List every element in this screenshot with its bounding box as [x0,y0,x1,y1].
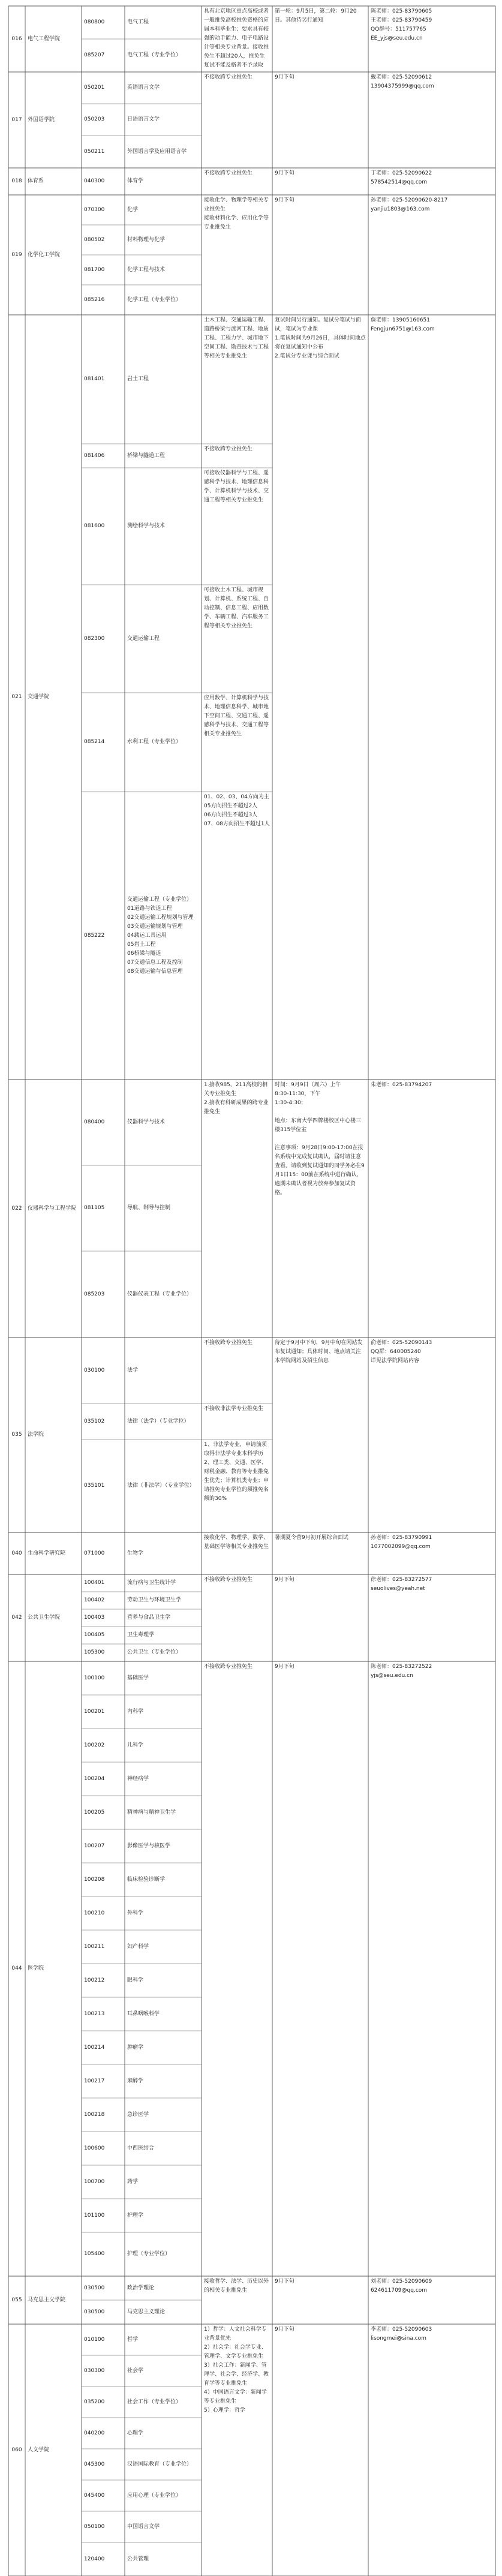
college-name: 法学院 [28,1432,44,1438]
college-name: 交通学院 [28,694,50,700]
major-code: 050201 [84,85,105,91]
major-name: 药学 [127,2178,139,2185]
major-code: 080502 [84,236,105,243]
contact-text: 朱老师：025-83794207 [371,1082,432,1088]
major-name: 外国语言学及应用语言学 [127,148,187,155]
requirement-text: 接收化学、物理学、数学、基础医学等相关专业推免生 [204,1535,269,1550]
major-name: 交通运输工程 [127,635,160,642]
major-name: 导航、制导与控制 [127,1205,171,1211]
schedule-text: 9月下旬 [275,1664,294,1670]
section-number: 042 [11,1615,22,1621]
major-name: 测绘科学与技术 [127,523,166,529]
major-name: 英语语言文学 [127,85,160,91]
major-code: 070300 [84,206,105,213]
schedule-text: 第一轮：9月5日，第二轮：9月20日。其他待另行通知 [275,8,357,23]
major-code: 100210 [84,1910,105,1916]
college-name: 生命科学研究院 [28,1550,66,1556]
major-name: 儿科学 [127,1742,144,1748]
major-name: 护理学 [127,2212,144,2219]
major-name: 基础医学 [127,1675,149,1681]
requirement-text: 可接收仪器科学与工程、遥感科学与技术、地理信息科学、计算机科学与技术、交通工程等相关专业推免生 [204,470,269,503]
college-name: 马克思主义学院 [28,2297,66,2303]
major-name: 内科学 [127,1708,144,1715]
schedule-text: 复试时间另行通知。复试分笔试与面试，笔试为专业课 1.笔试时间为9月26日，具体时间地点将在复试通知中公布 2.笔试分专业课与综合面试 [275,317,366,359]
section-number: 044 [11,1965,22,1971]
schedule-text: 9月下旬 [275,2279,294,2285]
major-code: 100100 [84,1675,105,1681]
college-name: 化学化工学院 [28,251,61,258]
major-code: 085222 [84,932,105,939]
major-code: 100700 [84,2178,105,2185]
college-name: 医学院 [28,1965,44,1971]
major-code: 100205 [84,1809,105,1815]
contact-text: 戴老师：025-52090612 13904375999@qq.com [371,74,434,89]
section-number: 017 [11,116,22,123]
college-name: 公共卫生学院 [28,1615,61,1621]
requirement-text: 接收哲学、法学、历史以外的相关专业推免生 [204,2279,269,2294]
major-name: 化学工程（专业学位） [127,296,182,303]
major-code: 101100 [84,2212,105,2219]
contact-text: 丁老师：025-52090622 578542514@qq.com [371,170,432,185]
requirement-text: 不接收跨专业推免生 [204,74,253,80]
major-name: 仪器仪表工程（专业学位） [127,1291,193,1297]
requirement-text: 1）哲学：人文社会科学专业背景优先 2）社会学：社会学专业、管理学、文学专业推免生 3）社会工作：新闻学、管理学、社会学、经济学、教育学等专业推免生 4）中国语言文学：新闻学等专业推免生 5）心理学：哲学 [204,2326,269,2413]
major-code: 045300 [84,2461,105,2467]
major-name: 神经病学 [127,1775,149,1782]
college-name: 电气工程学院 [28,35,61,42]
major-name: 影像医学与核医学 [127,1842,171,1849]
major-code: 100401 [84,1580,105,1586]
major-code: 080400 [84,1119,105,1125]
contact-text: 陈老师：025-83790605 王老师：025-83790459 QQ群号：511757765 EE_yjs@seu.edu.cn [371,8,432,41]
major-name: 应用心理（专业学位） [127,2492,182,2499]
major-code: 030100 [84,1367,105,1373]
major-code: 085203 [84,1291,105,1297]
major-code: 045400 [84,2492,105,2499]
major-code: 071000 [84,1550,105,1556]
college-name: 体育系 [28,178,44,184]
requirement-text: 01、02、03、04方向为主 05方向招生不超过2人 06方向招生不超过3人 07、08方向招生不超过1人 [204,794,270,827]
contact-text: 俞老师：025-52090143 QQ群：640005240 详见法学院网站内容 [371,1340,432,1364]
schedule-text: 9月下旬 [275,170,294,176]
major-name: 临床检验诊断学 [127,1876,166,1883]
major-code: 040300 [84,178,105,184]
major-code: 100600 [84,2145,105,2151]
major-code: 100217 [84,2078,105,2084]
major-code: 100214 [84,2044,105,2051]
major-name: 社会学 [127,2367,144,2374]
major-name: 电气工程（专业学位） [127,52,182,58]
contact-text: 李老师：025-52090603 lisongmei@sina.com [371,2326,432,2341]
major-name: 劳动卫生与环境卫生学 [127,1597,182,1603]
contact-text: 刘老师：025-52090609 624611709@qq.com [371,2279,432,2294]
major-name: 电气工程 [127,19,149,25]
major-code: 100211 [84,1943,105,1950]
major-name: 心理学 [127,2430,144,2436]
requirement-text: 不接收跨专业推免生 [204,1340,253,1346]
major-name: 交通运输工程（专业学位） 01道路与铁道工程 02交通运输工程规划与管理 03交通运输规划与管理 04载运工具运用 05岩土工程 06桥梁与隧道 07交通信息工程及控制 08交通运输与信息管理 [127,896,194,975]
requirement-text: 1、非法学专业，申请前须取得非法学专业本科学历 2、理工类、交通、医学、财税金融、教育等专业推免生优先；计算机类专业；申请推免专业学位的须推免名额的30% [204,1442,269,1502]
major-name: 法律（法学）（专业学位） [127,1418,190,1424]
major-name: 马克思主义理论 [127,2309,166,2315]
major-name: 生物学 [127,1550,144,1556]
major-code: 105400 [84,2251,105,2257]
major-name: 哲学 [127,2336,139,2343]
major-code: 100218 [84,2111,105,2118]
contact-text: 陈老师：025-83272522 yjs@seu.edu.cn [371,1664,432,1679]
schedule-text: 9月下旬 [275,2326,294,2332]
major-code: 050100 [84,2523,105,2530]
major-name: 仪器科学与技术 [127,1119,166,1125]
major-name: 水利工程（专业学位） [127,739,182,745]
major-code: 085207 [84,52,105,58]
major-name: 麻醉学 [127,2078,144,2084]
major-name: 岩土工程 [127,376,149,382]
major-name: 体育学 [127,178,144,184]
major-code: 035102 [84,1418,105,1424]
major-code: 082300 [84,635,105,642]
schedule-text: 9月下旬 [275,74,294,80]
college-name: 人文学院 [28,2446,50,2453]
major-name: 精神病与精神卫生学 [127,1809,176,1815]
major-code: 100403 [84,1615,105,1621]
section-number: 060 [11,2446,22,2453]
major-name: 材料物理与化学 [127,236,166,243]
requirement-text: 土木工程、交通运输工程、道路桥梁与渡河工程、地质工程、工程力学、城市地下空间工程、勘查技术与工程等相关专业推免生 [204,317,269,359]
major-name: 法学 [127,1367,139,1373]
schedule-text: 时间：9月9日（周六）上午 8:30-11:30，下午 1:30-4:30； 地点：东南大学四牌楼校区中心楼三楼315学位室 注意事项：9月28日9:00-17:00在报名系统中完成复试确认，届时请注意查看。请收到复试通知的同学务必在9月1日15：00前在系统中进行确认，逾期未确认者视为放弃参加复试资格。 [275,1082,365,1196]
major-name: 眼科学 [127,1977,144,1983]
major-name: 外科学 [127,1910,144,1916]
contact-text: 孙老师：025-52090620-8217 yanjiu1803@163.com [371,197,448,212]
major-name: 化学 [127,206,139,213]
major-code: 100204 [84,1775,105,1782]
requirement-text: 不接收跨专业推免生 [204,446,253,452]
major-name: 政治学理论 [127,2285,155,2291]
major-code: 050211 [84,148,105,155]
major-code: 100202 [84,1742,105,1748]
major-name: 公共卫生（专业学位） [127,1649,182,1655]
major-name: 社会工作（专业学位） [127,2398,182,2405]
major-name: 汉语国际教育（专业学位） [127,2461,193,2467]
section-number: 019 [11,251,22,258]
major-name: 妇产科学 [127,1943,149,1950]
section-number: 016 [11,35,22,42]
requirement-text: 不接收跨专业推免生 [204,1664,253,1670]
requirement-text: 1.接收985、211高校的相关专业推免生 2.接收有科研成果的跨专业推免生 [204,1082,269,1115]
major-code: 030500 [84,2285,105,2291]
section-number: 055 [11,2297,22,2303]
major-code: 030500 [84,2309,105,2315]
contact-text: 詹老师：13905160651 Fengjun6751@163.com [371,317,435,332]
major-code: 100212 [84,1977,105,1983]
schedule-text: 待定于9月中下旬，9月中旬在网站发布复试通知；具体时间、地点请关注本学院网站及招生信息 [275,1340,363,1364]
major-code: 100201 [84,1708,105,1715]
major-code: 035101 [84,1483,105,1489]
major-code: 085216 [84,296,105,303]
requirement-text: 应用数学、计算机科学与技术、地理信息科学、城市地下空间工程、交通工程、遥感科学与技术、交通工程等相关专业推免生 [204,695,269,737]
major-code: 035200 [84,2398,105,2405]
major-name: 护理（专业学位） [127,2251,171,2257]
major-name: 化学工程与技术 [127,266,166,273]
major-name: 中国语言文学 [127,2523,160,2530]
major-name: 桥梁与隧道工程 [127,452,166,459]
schedule-text: 9月下旬 [275,1577,294,1583]
major-code: 081700 [84,266,105,273]
major-code: 085214 [84,739,105,745]
major-name: 中西医结合 [127,2145,155,2151]
requirement-text: 不接收跨专业推免生 [204,1577,253,1583]
major-name: 卫生毒理学 [127,1632,155,1638]
major-code: 030300 [84,2367,105,2374]
major-code: 120400 [84,2556,105,2562]
major-name: 营养与食品卫生学 [127,1615,171,1621]
major-code: 105300 [84,1649,105,1655]
major-code: 100207 [84,1842,105,1849]
section-number: 035 [11,1432,22,1438]
requirement-text: 具有北京地区重点高校或者一般推免高校推免资格的应届本科毕业生；要求具有较强的动手能力、电子电路设计等相关专业背景。接收推免生不超过20人，推免生复试不能及格者不予录取 [204,8,269,68]
contact-text: 徐老师：025-83272577 seuolives@yeah.net [371,1577,432,1592]
major-code: 080800 [84,19,105,25]
major-code: 100405 [84,1632,105,1638]
major-name: 法律（非法学）（专业学位） [127,1483,195,1489]
major-code: 050203 [84,116,105,122]
section-number: 021 [11,694,22,700]
college-name: 外国语学院 [28,116,55,123]
major-code: 100213 [84,2010,105,2017]
college-name: 仪器科学与工程学院 [28,1205,77,1212]
section-number: 018 [11,178,22,184]
major-code: 081406 [84,452,105,459]
major-code: 081105 [84,1205,105,1211]
section-number: 040 [11,1550,22,1556]
schedule-text: 9月下旬 [275,197,294,203]
major-name: 急诊医学 [127,2111,149,2118]
major-code: 081600 [84,523,105,529]
major-code: 010100 [84,2336,105,2343]
major-name: 公共管理 [127,2556,149,2562]
major-code: 100402 [84,1597,105,1603]
schedule-text: 暑期夏令营9月初开展综合面试 [275,1535,348,1541]
requirement-text: 可接收土木工程、城市规划、计算机、系统工程、自动控制、信息工程、应用数学、车辆工程、汽车服务工程等相关专业推免生 [204,587,269,629]
major-code: 081401 [84,376,105,382]
major-name: 肿瘤学 [127,2044,144,2051]
requirement-text: 接收化学、物理学等相关专业推免生 接收材料化学、应用化学等专业推免生 [204,197,269,230]
major-code: 100208 [84,1876,105,1883]
contact-text: 孙老师：025-83790991 1077002099@qq.com [371,1535,432,1550]
major-code: 040200 [84,2430,105,2436]
major-name: 耳鼻咽喉科学 [127,2010,160,2017]
major-name: 流行病与卫生统计学 [127,1580,176,1586]
section-number: 022 [11,1205,22,1212]
requirement-text: 不接收非法学专业推免生 [204,1406,264,1412]
major-name: 日语语言文学 [127,116,160,122]
requirement-text: 不接收跨专业推免生 [204,170,253,176]
